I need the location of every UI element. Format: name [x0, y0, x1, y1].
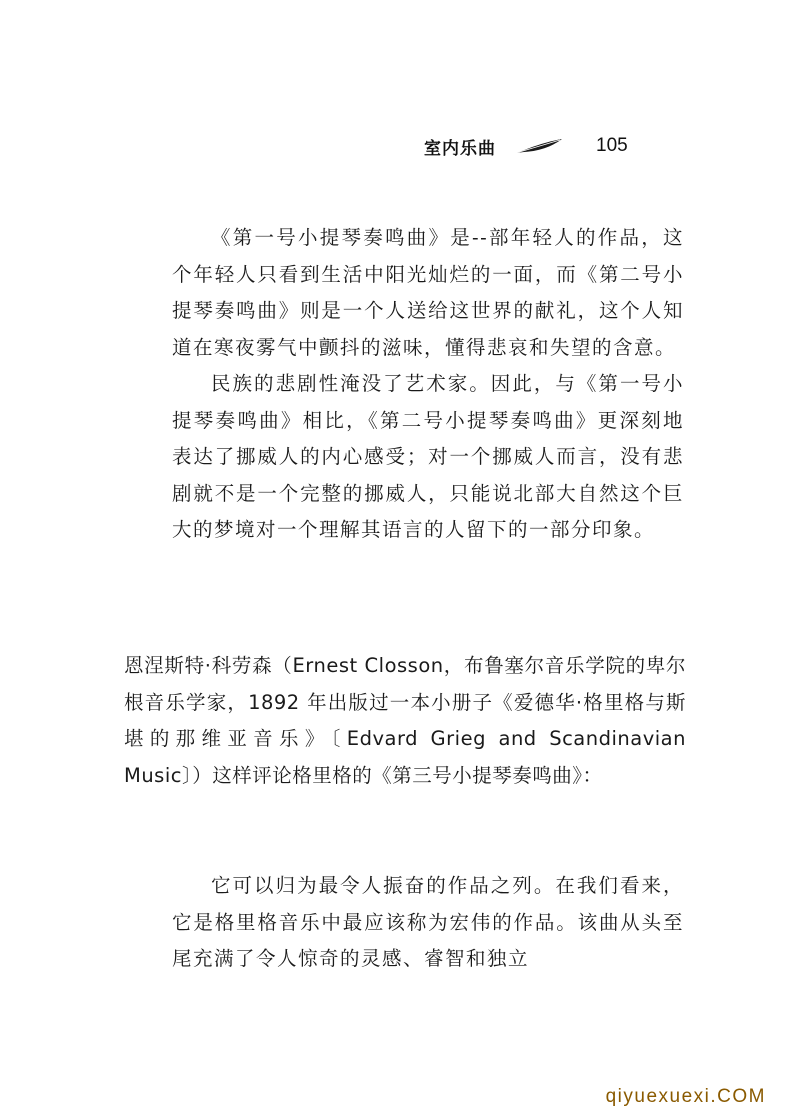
site-watermark: qiyuexuexi.COM: [605, 1086, 766, 1107]
running-header: [424, 132, 628, 160]
quote-paragraph: 民族的悲剧性淹没了艺术家。因此，与《第一号小提琴奏鸣曲》相比，《第二号小提琴奏鸣曲》更深刻地表达了挪威人的内心感受；对一个挪威人而言，没有悲剧就不是一个完整的挪威人，只能说北部大自然这个巨大的梦境对一个理解其语言的人留下的一部分印象。: [172, 372, 684, 541]
block-quote-2: [172, 868, 684, 978]
block-quote-1: [172, 220, 684, 549]
quote-paragraph: 《第一号小提琴奏鸣曲》是--部年轻人的作品，这个年轻人只看到生活中阳光灿烂的一面，而《第二号小提琴奏鸣曲》则是一个人送给这世界的献礼，这个人知道在寒夜雾气中颤抖的滋味，懂得悲哀和失望的含意。: [172, 226, 684, 359]
body-paragraph: [124, 648, 686, 794]
page-number: 105: [596, 135, 628, 156]
quote-paragraph: 它可以归为最令人振奋的作品之列。在我们看来，它是格里格音乐中最应该称为宏伟的作品。该曲从头至尾充满了令人惊奇的灵感、睿智和独立: [172, 874, 684, 970]
body-paragraph-text: 恩涅斯特·科劳森（Ernest Closson，布鲁塞尔音乐学院的卑尔根音乐学家，1892 年出版过一本小册子《爱德华·格里格与斯堪的那维亚音乐》〔Edvard Grieg and Scandinavian Music〕）这样评论格里格的《第三号小提琴奏鸣曲》：: [124, 654, 686, 787]
feather-ornament-icon: [514, 137, 564, 155]
chapter-title: 室内乐曲: [424, 138, 496, 159]
